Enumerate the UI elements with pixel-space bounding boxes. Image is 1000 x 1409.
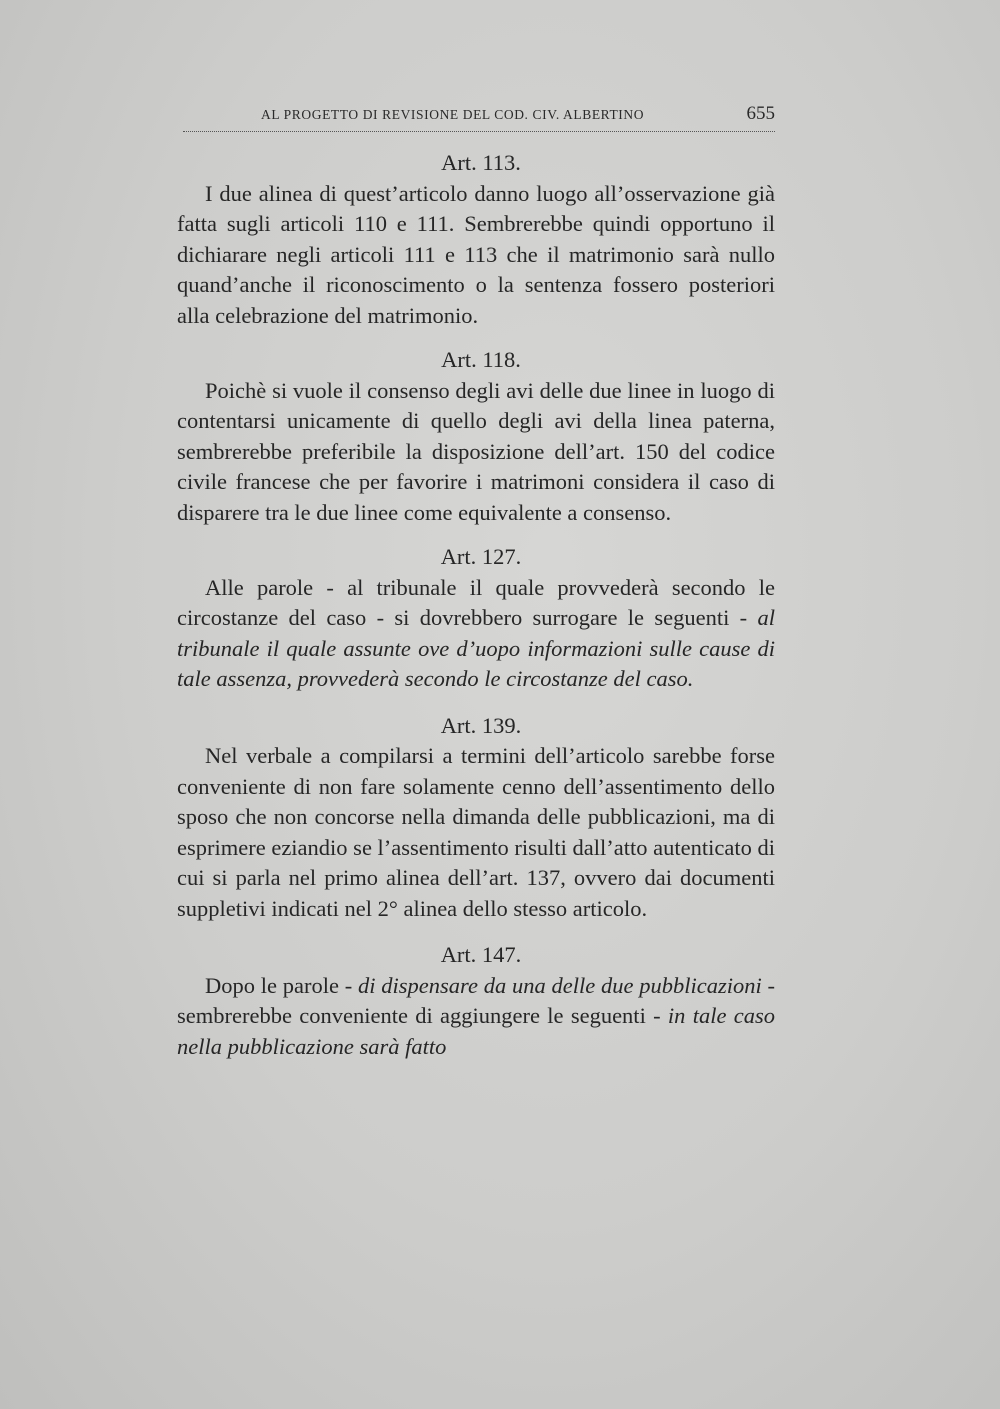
article-113 xyxy=(177,148,775,331)
paragraph-text: Dopo le parole - xyxy=(205,972,359,998)
paragraph-text: - sembrerebbe conveniente di aggiungere le seguenti - xyxy=(177,972,775,1028)
article-paragraph: Nel verbale a compilarsi a termini dell’articolo sarebbe forse conveniente di non fare solamente cenno dell’assentimento dello sposo che non concorse nella dimanda delle pubblicazioni, ma di esprimere eziandio se l’assentimento risulti dall’atto autenticato di cui si parla nel primo alinea dell’art. 137, ovvero dai documenti suppletivi indicati nel 2° alinea dello stesso articolo. xyxy=(177,743,775,921)
article-paragraph xyxy=(177,971,775,1063)
article-147 xyxy=(177,940,775,1062)
article-127 xyxy=(177,542,775,695)
running-head xyxy=(183,103,775,131)
italic-quote: di dispensare da una delle due pubblicazioni xyxy=(358,972,762,998)
paragraph-text: Alle parole - al tribunale il quale provvederà secondo le circostanze del caso - si dovrebbero surrogare le seguenti - xyxy=(177,574,775,630)
article-paragraph xyxy=(177,573,775,695)
article-paragraph: I due alinea di quest’articolo danno luogo all’osservazione già fatta sugli articoli 110 e 111. Sembrerebbe quindi opportuno il dichiarare negli articoli 111 e 113 che il matrimonio sarà nullo quand’anche il riconoscimento o la sentenza fossero posteriori alla celebrazione del matrimonio. xyxy=(177,180,775,328)
article-118 xyxy=(177,345,775,528)
article-heading: Art. 113. xyxy=(441,150,521,175)
article-heading: Art. 127. xyxy=(440,544,522,569)
article-139 xyxy=(177,711,775,925)
article-paragraph: Poichè si vuole il consenso degli avi delle due linee in luogo di contentarsi unicamente di quello degli avi della linea paterna, sembrerebbe preferibile la disposizione dell’art. 150 del codice civile francese che per favorire i matrimoni considera il caso di disparere tra le due linee come equivalente a consenso. xyxy=(177,377,775,525)
italic-quote: al tribunale il quale assunte ove d’uopo informazioni sulle cause di tale assenza, provvederà secondo le circostanze del caso. xyxy=(177,605,775,691)
article-heading: Art. 139. xyxy=(440,712,522,738)
header-divider xyxy=(183,131,775,132)
page-number: 655 xyxy=(746,103,775,124)
italic-quote: in tale caso nella pubblicazione sarà fatto xyxy=(177,1003,776,1059)
running-title: AL PROGETTO DI REVISIONE DEL COD. CIV. ALBERTINO xyxy=(261,107,645,122)
body-text xyxy=(177,148,775,1068)
article-heading: Art. 118. xyxy=(441,347,521,372)
article-heading: Art. 147. xyxy=(440,942,522,967)
